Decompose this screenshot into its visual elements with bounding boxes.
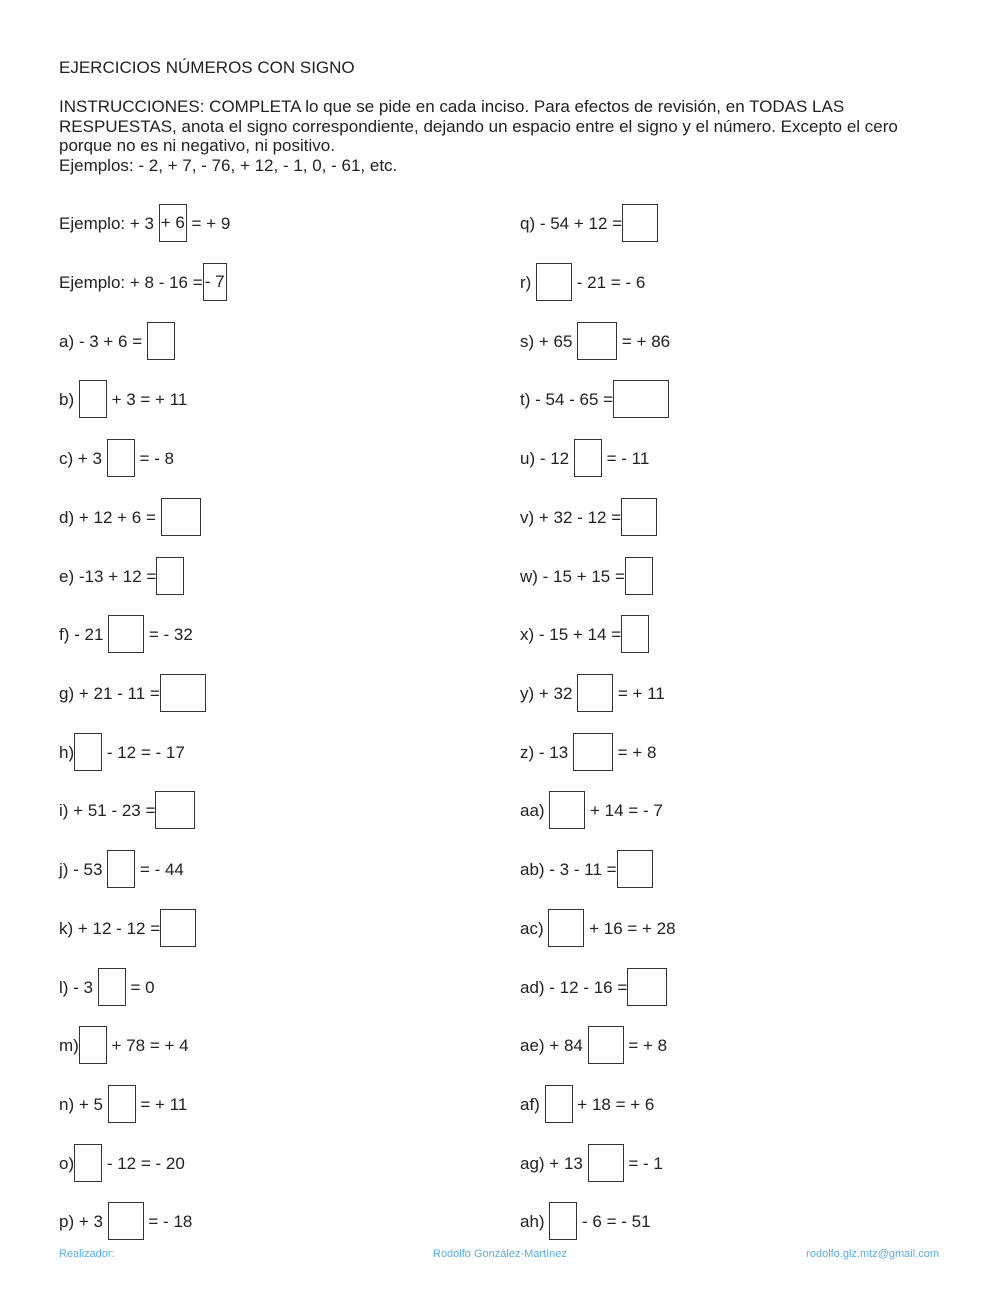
exercise-q xyxy=(520,204,658,244)
exercise-pre: + 12 + 6 = xyxy=(74,508,161,527)
answer-box[interactable] xyxy=(79,1026,107,1064)
instructions-examples: Ejemplos: - 2, + 7, - 76, + 12, - 1, 0, - 61, etc. xyxy=(59,155,398,175)
exercise-i xyxy=(59,791,195,831)
exercise-ae xyxy=(520,1026,667,1066)
exercise-post: - 6 = - 51 xyxy=(577,1212,651,1231)
exercise-r xyxy=(520,263,645,303)
exercise-label: s) xyxy=(520,332,535,351)
exercise-label: r) xyxy=(520,273,532,292)
exercise-ag xyxy=(520,1144,663,1184)
answer-box[interactable] xyxy=(107,850,135,888)
exercise-label: l) xyxy=(59,978,69,997)
answer-box[interactable] xyxy=(74,1144,102,1182)
exercise-d xyxy=(59,498,201,538)
exercise-af xyxy=(520,1085,654,1125)
exercise-pre: - 53 xyxy=(68,860,108,879)
exercise-label: d) xyxy=(59,508,75,527)
answer-box[interactable] xyxy=(627,968,667,1006)
exercise-x xyxy=(520,615,649,655)
exercise-post: = + 86 xyxy=(617,332,671,351)
exercise-post: + 16 = + 28 xyxy=(584,919,676,938)
exercise-label: ac) xyxy=(520,919,544,938)
exercise-pre: - 12 - 16 = xyxy=(544,978,628,997)
exercise-pre: - 3 + 6 = xyxy=(74,332,147,351)
exercise-aa xyxy=(520,791,663,831)
exercise-pre: + 5 xyxy=(74,1095,108,1114)
exercise-h xyxy=(59,733,185,773)
exercise-y xyxy=(520,674,665,714)
footer-author-label: Realizador: xyxy=(59,1248,115,1260)
answer-box[interactable] xyxy=(574,439,602,477)
answer-box[interactable] xyxy=(621,498,657,536)
exercise-label: v) xyxy=(520,508,535,527)
exercise-label: b) xyxy=(59,390,75,409)
exercise-post: + 14 = - 7 xyxy=(585,801,663,820)
exercise-label: ag) xyxy=(520,1154,545,1173)
exercise-post: + 18 = + 6 xyxy=(572,1095,655,1114)
exercise-example-2 xyxy=(59,263,227,303)
answer-box[interactable] xyxy=(613,380,669,418)
exercise-post: = + 9 xyxy=(186,214,231,233)
exercise-label: Ejemplo: xyxy=(59,214,126,233)
exercise-pre: - 3 xyxy=(68,978,98,997)
exercise-j xyxy=(59,850,184,890)
answer-box[interactable] xyxy=(156,557,184,595)
answer-box[interactable] xyxy=(617,850,653,888)
answer-box: - 7 xyxy=(203,263,227,301)
answer-box[interactable] xyxy=(155,791,195,829)
answer-box[interactable] xyxy=(573,733,613,771)
exercise-pre: - 15 + 14 = xyxy=(534,625,622,644)
exercise-post: - 12 = - 17 xyxy=(102,743,185,762)
answer-box[interactable] xyxy=(545,1085,573,1123)
exercise-n xyxy=(59,1085,187,1125)
answer-box[interactable] xyxy=(108,1085,136,1123)
exercise-post: = - 18 xyxy=(143,1212,193,1231)
exercise-label: k) xyxy=(59,919,74,938)
exercise-label: ad) xyxy=(520,978,545,997)
exercise-o xyxy=(59,1144,185,1184)
exercise-w xyxy=(520,557,653,597)
exercise-ad xyxy=(520,968,667,1008)
exercise-pre: + 65 xyxy=(534,332,578,351)
exercise-pre: -13 + 12 = xyxy=(74,567,157,586)
exercise-u xyxy=(520,439,649,479)
exercise-l xyxy=(59,968,155,1008)
exercise-label: p) xyxy=(59,1212,75,1231)
exercise-v xyxy=(520,498,657,538)
exercise-post: = 0 xyxy=(125,978,155,997)
exercise-label: ah) xyxy=(520,1212,545,1231)
answer-box[interactable] xyxy=(108,615,144,653)
exercise-label: h) xyxy=(59,743,75,762)
exercise-pre: - 3 - 11 = xyxy=(544,860,617,879)
exercise-label: c) xyxy=(59,449,74,468)
exercise-post: = - 11 xyxy=(601,449,650,468)
answer-box[interactable] xyxy=(107,439,135,477)
answer-box[interactable] xyxy=(622,204,658,242)
exercise-pre: - 54 - 65 = xyxy=(530,390,614,409)
exercise-a xyxy=(59,322,175,362)
answer-box[interactable] xyxy=(98,968,126,1006)
exercise-pre: + 84 xyxy=(544,1036,588,1055)
exercise-label: o) xyxy=(59,1154,75,1173)
answer-box[interactable] xyxy=(79,380,107,418)
exercise-pre: - 12 xyxy=(535,449,574,468)
exercise-g xyxy=(59,674,206,714)
exercise-pre: - 54 + 12 = xyxy=(535,214,623,233)
answer-box[interactable] xyxy=(588,1144,624,1182)
exercise-example-1 xyxy=(59,204,230,244)
exercise-post: = + 8 xyxy=(612,743,657,762)
exercise-pre: - 15 + 15 = xyxy=(537,567,625,586)
exercise-pre: + 3 xyxy=(73,449,107,468)
page-title: EJERCICIOS NÚMEROS CON SIGNO xyxy=(59,58,355,77)
exercise-pre: + 13 xyxy=(544,1154,588,1173)
exercise-label: q) xyxy=(520,214,536,233)
answer-box[interactable] xyxy=(577,322,617,360)
exercise-pre: - 21 xyxy=(69,625,109,644)
exercise-label: j) xyxy=(59,860,69,879)
exercise-b xyxy=(59,380,187,420)
footer-author-name: Rodolfo González-Martínez xyxy=(433,1248,567,1260)
exercise-label: i) xyxy=(59,801,69,820)
exercise-t xyxy=(520,380,669,420)
answer-box[interactable] xyxy=(588,1026,624,1064)
exercise-post: = - 8 xyxy=(134,449,174,468)
exercise-pre: + 32 - 12 = xyxy=(534,508,622,527)
exercise-post: - 21 = - 6 xyxy=(572,273,646,292)
exercise-pre: + 3 xyxy=(74,1212,108,1231)
exercise-pre: + 8 - 16 = xyxy=(125,273,203,292)
exercise-post: + 3 = + 11 xyxy=(106,390,188,409)
answer-box[interactable] xyxy=(74,733,102,771)
exercise-label: z) xyxy=(520,743,535,762)
exercise-post: = + 11 xyxy=(135,1095,188,1114)
exercise-ah xyxy=(520,1202,651,1242)
exercise-label: m) xyxy=(59,1036,79,1055)
exercise-post: = - 32 xyxy=(144,625,193,644)
exercise-post: = - 1 xyxy=(623,1154,663,1173)
answer-box[interactable] xyxy=(621,615,649,653)
exercise-ab xyxy=(520,850,653,890)
exercise-pre: + 51 - 23 = xyxy=(68,801,156,820)
exercise-post: = - 44 xyxy=(135,860,184,879)
exercise-label: w) xyxy=(520,567,538,586)
exercise-post: - 12 = - 20 xyxy=(102,1154,185,1173)
answer-box[interactable] xyxy=(108,1202,144,1240)
answer-box[interactable] xyxy=(548,909,584,947)
answer-box[interactable] xyxy=(160,909,196,947)
exercise-pre: + 12 - 12 = xyxy=(73,919,161,938)
exercise-s xyxy=(520,322,670,362)
answer-box[interactable] xyxy=(161,498,201,536)
exercise-label: ab) xyxy=(520,860,545,879)
exercise-label: n) xyxy=(59,1095,75,1114)
exercise-post: = + 11 xyxy=(613,684,665,703)
exercise-pre: + 32 xyxy=(534,684,578,703)
footer-email: rodolfo.glz.mtz@gmail.com xyxy=(806,1248,939,1260)
exercise-label: af) xyxy=(520,1095,540,1114)
exercise-label: a) xyxy=(59,332,75,351)
exercise-post: = + 8 xyxy=(623,1036,668,1055)
answer-box[interactable] xyxy=(549,1202,577,1240)
answer-box: + 6 xyxy=(159,204,187,242)
exercise-label: ae) xyxy=(520,1036,545,1055)
exercise-post: + 78 = + 4 xyxy=(106,1036,189,1055)
exercise-label: Ejemplo: xyxy=(59,273,126,292)
answer-box[interactable] xyxy=(577,674,613,712)
answer-box[interactable] xyxy=(536,263,572,301)
answer-box[interactable] xyxy=(160,674,206,712)
answer-box[interactable] xyxy=(625,557,653,595)
exercise-m xyxy=(59,1026,189,1066)
exercise-c xyxy=(59,439,174,479)
exercise-label: y) xyxy=(520,684,535,703)
exercise-z xyxy=(520,733,656,773)
exercise-label: g) xyxy=(59,684,75,703)
exercise-pre: + 21 - 11 = xyxy=(74,684,160,703)
exercise-pre: - 13 xyxy=(534,743,573,762)
exercise-k xyxy=(59,909,196,949)
answer-box[interactable] xyxy=(147,322,175,360)
exercise-p xyxy=(59,1202,192,1242)
exercise-f xyxy=(59,615,193,655)
exercise-label: x) xyxy=(520,625,535,644)
exercise-label: e) xyxy=(59,567,75,586)
exercise-label: t) xyxy=(520,390,531,409)
instructions-text: INSTRUCCIONES: COMPLETA lo que se pide en cada inciso. Para efectos de revisión, en TODAS LAS RESPUESTAS, anota el signo correspondiente, dejando un espacio entre el signo y el número. Excepto el cero porque no es ni negativo, ni positivo. xyxy=(59,97,898,155)
exercise-e xyxy=(59,557,184,597)
answer-box[interactable] xyxy=(549,791,585,829)
exercise-label: aa) xyxy=(520,801,545,820)
exercise-label: u) xyxy=(520,449,536,468)
exercise-ac xyxy=(520,909,676,949)
exercise-pre: + 3 xyxy=(125,214,159,233)
instructions xyxy=(59,97,939,175)
exercise-label: f) xyxy=(59,625,70,644)
